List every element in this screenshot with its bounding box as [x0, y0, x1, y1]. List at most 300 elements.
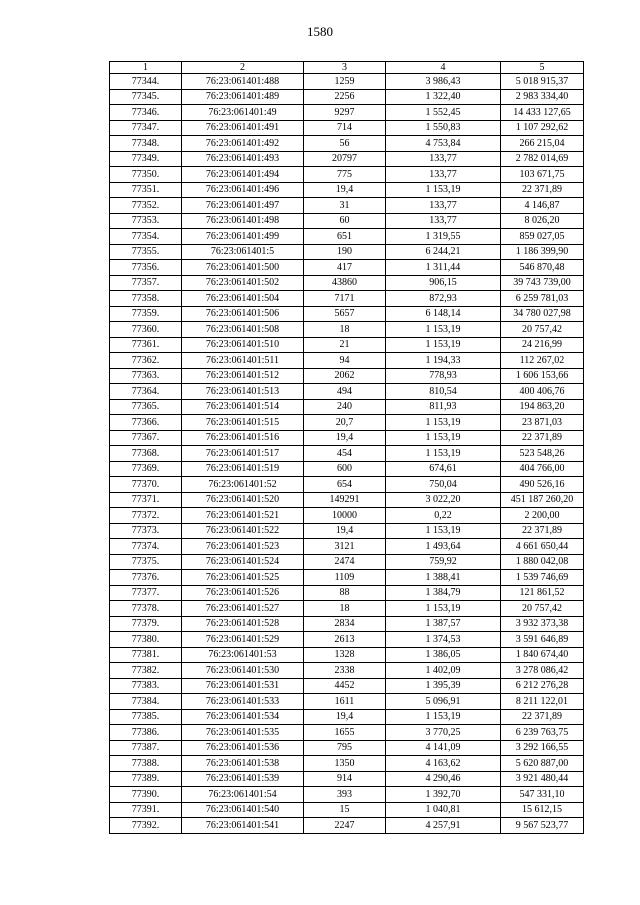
cadastral-value-cell: 20 757,42: [501, 601, 584, 617]
cadastral-number-cell: 76:23:061401:502: [182, 275, 304, 291]
table-row: [110, 678, 584, 694]
table-row: [110, 570, 584, 586]
cadastral-number-cell: 76:23:061401:527: [182, 601, 304, 617]
area-cell: 149291: [304, 492, 386, 508]
specific-value-cell: 1 387,57: [386, 616, 501, 632]
area-cell: 15: [304, 802, 386, 818]
area-cell: 20,7: [304, 415, 386, 431]
cadastral-value-cell: 23 871,03: [501, 415, 584, 431]
row-number-cell: 77390.: [110, 787, 182, 803]
row-number-cell: 77387.: [110, 740, 182, 756]
specific-value-cell: 1 493,64: [386, 539, 501, 555]
table-row: [110, 446, 584, 462]
cadastral-number-cell: 76:23:061401:520: [182, 492, 304, 508]
area-cell: 190: [304, 244, 386, 260]
specific-value-cell: 1 153,19: [386, 446, 501, 462]
row-number-cell: 77357.: [110, 275, 182, 291]
cadastral-value-cell: 2 200,00: [501, 508, 584, 524]
area-cell: 1655: [304, 725, 386, 741]
area-cell: 21: [304, 337, 386, 353]
row-number-cell: 77369.: [110, 461, 182, 477]
cadastral-value-cell: 112 267,02: [501, 353, 584, 369]
area-cell: 494: [304, 384, 386, 400]
cadastral-value-cell: 20 757,42: [501, 322, 584, 338]
specific-value-cell: 1 319,55: [386, 229, 501, 245]
table-row: [110, 229, 584, 245]
area-cell: 2613: [304, 632, 386, 648]
cadastral-value-cell: 103 671,75: [501, 167, 584, 183]
row-number-cell: 77374.: [110, 539, 182, 555]
cadastral-value-cell: 5 620 887,00: [501, 756, 584, 772]
row-number-cell: 77367.: [110, 430, 182, 446]
cadastral-number-cell: 76:23:061401:515: [182, 415, 304, 431]
page-number: 1580: [307, 24, 333, 39]
table-row: [110, 89, 584, 105]
cadastral-number-cell: 76:23:061401:488: [182, 74, 304, 90]
cadastral-value-cell: 3 278 086,42: [501, 663, 584, 679]
cadastral-value-cell: 1 107 292,62: [501, 120, 584, 136]
table-header: [110, 62, 584, 74]
row-number-cell: 77350.: [110, 167, 182, 183]
cadastral-value-cell: 6 212 276,28: [501, 678, 584, 694]
specific-value-cell: 1 153,19: [386, 709, 501, 725]
specific-value-cell: 1 311,44: [386, 260, 501, 276]
cadastral-value-cell: 1 840 674,40: [501, 647, 584, 663]
row-number-cell: 77372.: [110, 508, 182, 524]
area-cell: 60: [304, 213, 386, 229]
specific-value-cell: 5 096,91: [386, 694, 501, 710]
area-cell: 19,4: [304, 430, 386, 446]
row-number-cell: 77358.: [110, 291, 182, 307]
area-cell: 2256: [304, 89, 386, 105]
specific-value-cell: 3 986,43: [386, 74, 501, 90]
area-cell: 914: [304, 771, 386, 787]
row-number-cell: 77349.: [110, 151, 182, 167]
cadastral-number-cell: 76:23:061401:517: [182, 446, 304, 462]
cadastral-value-cell: 490 526,16: [501, 477, 584, 493]
table-body: [110, 74, 584, 834]
specific-value-cell: 4 290,46: [386, 771, 501, 787]
row-number-cell: 77377.: [110, 585, 182, 601]
cadastral-number-cell: 76:23:061401:538: [182, 756, 304, 772]
specific-value-cell: 1 322,40: [386, 89, 501, 105]
table-row: [110, 384, 584, 400]
table-row: [110, 213, 584, 229]
cadastral-value-cell: 8 026,20: [501, 213, 584, 229]
column-header: 1: [110, 62, 182, 74]
area-cell: 240: [304, 399, 386, 415]
area-cell: 19,4: [304, 182, 386, 198]
table-row: [110, 151, 584, 167]
area-cell: 18: [304, 601, 386, 617]
cadastral-number-cell: 76:23:061401:492: [182, 136, 304, 152]
area-cell: 1328: [304, 647, 386, 663]
specific-value-cell: 906,15: [386, 275, 501, 291]
area-cell: 18: [304, 322, 386, 338]
specific-value-cell: 1 153,19: [386, 430, 501, 446]
table-row: [110, 136, 584, 152]
table-row: [110, 430, 584, 446]
cadastral-value-cell: 8 211 122,01: [501, 694, 584, 710]
cadastral-value-cell: 1 880 042,08: [501, 554, 584, 570]
table-row: [110, 399, 584, 415]
column-header: 2: [182, 62, 304, 74]
cadastral-value-cell: 3 292 166,55: [501, 740, 584, 756]
row-number-cell: 77384.: [110, 694, 182, 710]
cadastral-value-cell: 5 018 915,37: [501, 74, 584, 90]
area-cell: 19,4: [304, 709, 386, 725]
table-row: [110, 818, 584, 834]
row-number-cell: 77352.: [110, 198, 182, 214]
area-cell: 19,4: [304, 523, 386, 539]
row-number-cell: 77348.: [110, 136, 182, 152]
specific-value-cell: 133,77: [386, 198, 501, 214]
row-number-cell: 77380.: [110, 632, 182, 648]
cadastral-number-cell: 76:23:061401:525: [182, 570, 304, 586]
row-number-cell: 77383.: [110, 678, 182, 694]
area-cell: 31: [304, 198, 386, 214]
cadastral-value-cell: 404 766,00: [501, 461, 584, 477]
cadastral-value-cell: 859 027,05: [501, 229, 584, 245]
column-header: 3: [304, 62, 386, 74]
specific-value-cell: 1 388,41: [386, 570, 501, 586]
cadastral-value-cell: 6 259 781,03: [501, 291, 584, 307]
cadastral-number-cell: 76:23:061401:489: [182, 89, 304, 105]
area-cell: 5657: [304, 306, 386, 322]
area-cell: 1611: [304, 694, 386, 710]
area-cell: 1350: [304, 756, 386, 772]
table-row: [110, 477, 584, 493]
cadastral-number-cell: 76:23:061401:497: [182, 198, 304, 214]
cadastral-number-cell: 76:23:061401:516: [182, 430, 304, 446]
cadastral-number-cell: 76:23:061401:496: [182, 182, 304, 198]
cadastral-value-cell: 523 548,26: [501, 446, 584, 462]
area-cell: 3121: [304, 539, 386, 555]
cadastral-number-cell: 76:23:061401:498: [182, 213, 304, 229]
cadastral-number-cell: 76:23:061401:522: [182, 523, 304, 539]
column-header: 5: [501, 62, 584, 74]
cadastral-number-cell: 76:23:061401:536: [182, 740, 304, 756]
table-row: [110, 585, 584, 601]
area-cell: 795: [304, 740, 386, 756]
area-cell: 88: [304, 585, 386, 601]
row-number-cell: 77346.: [110, 105, 182, 121]
specific-value-cell: 4 141,09: [386, 740, 501, 756]
area-cell: 94: [304, 353, 386, 369]
cadastral-number-cell: 76:23:061401:514: [182, 399, 304, 415]
cadastral-value-cell: 34 780 027,98: [501, 306, 584, 322]
specific-value-cell: 1 392,70: [386, 787, 501, 803]
table-row: [110, 725, 584, 741]
area-cell: 1109: [304, 570, 386, 586]
row-number-cell: 77385.: [110, 709, 182, 725]
specific-value-cell: 811,93: [386, 399, 501, 415]
specific-value-cell: 1 153,19: [386, 322, 501, 338]
specific-value-cell: 133,77: [386, 151, 501, 167]
cadastral-value-cell: 3 932 373,38: [501, 616, 584, 632]
table-row: [110, 554, 584, 570]
specific-value-cell: 6 244,21: [386, 244, 501, 260]
row-number-cell: 77375.: [110, 554, 182, 570]
cadastral-number-cell: 76:23:061401:535: [182, 725, 304, 741]
row-number-cell: 77391.: [110, 802, 182, 818]
specific-value-cell: 1 552,45: [386, 105, 501, 121]
row-number-cell: 77370.: [110, 477, 182, 493]
cadastral-value-cell: 9 567 523,77: [501, 818, 584, 834]
table-row: [110, 787, 584, 803]
area-cell: 393: [304, 787, 386, 803]
table-row: [110, 74, 584, 90]
row-number-cell: 77356.: [110, 260, 182, 276]
cadastral-number-cell: 76:23:061401:539: [182, 771, 304, 787]
area-cell: 454: [304, 446, 386, 462]
area-cell: 2338: [304, 663, 386, 679]
cadastral-number-cell: 76:23:061401:5: [182, 244, 304, 260]
cadastral-value-cell: 3 921 480,44: [501, 771, 584, 787]
table-row: [110, 771, 584, 787]
cadastral-value-cell: 121 861,52: [501, 585, 584, 601]
table-row: [110, 508, 584, 524]
cadastral-value-cell: 1 606 153,66: [501, 368, 584, 384]
specific-value-cell: 674,61: [386, 461, 501, 477]
cadastral-number-cell: 76:23:061401:541: [182, 818, 304, 834]
cadastral-number-cell: 76:23:061401:508: [182, 322, 304, 338]
cadastral-number-cell: 76:23:061401:506: [182, 306, 304, 322]
cadastral-value-cell: 547 331,10: [501, 787, 584, 803]
area-cell: 56: [304, 136, 386, 152]
row-number-cell: 77353.: [110, 213, 182, 229]
area-cell: 9297: [304, 105, 386, 121]
specific-value-cell: 1 395,39: [386, 678, 501, 694]
table-row: [110, 539, 584, 555]
cadastral-number-cell: 76:23:061401:500: [182, 260, 304, 276]
cadastral-value-cell: 3 591 646,89: [501, 632, 584, 648]
area-cell: 43860: [304, 275, 386, 291]
cadastral-number-cell: 76:23:061401:531: [182, 678, 304, 694]
specific-value-cell: 3 770,25: [386, 725, 501, 741]
table-row: [110, 663, 584, 679]
row-number-cell: 77355.: [110, 244, 182, 260]
table-row: [110, 182, 584, 198]
cadastral-number-cell: 76:23:061401:540: [182, 802, 304, 818]
specific-value-cell: 750,04: [386, 477, 501, 493]
cadastral-number-cell: 76:23:061401:493: [182, 151, 304, 167]
cadastral-number-cell: 76:23:061401:54: [182, 787, 304, 803]
table-row: [110, 275, 584, 291]
row-number-cell: 77389.: [110, 771, 182, 787]
area-cell: 417: [304, 260, 386, 276]
row-number-cell: 77379.: [110, 616, 182, 632]
row-number-cell: 77371.: [110, 492, 182, 508]
cadastral-number-cell: 76:23:061401:513: [182, 384, 304, 400]
specific-value-cell: 133,77: [386, 213, 501, 229]
cadastral-value-cell: 22 371,89: [501, 709, 584, 725]
cadastral-number-cell: 76:23:061401:521: [182, 508, 304, 524]
area-cell: 4452: [304, 678, 386, 694]
row-number-cell: 77378.: [110, 601, 182, 617]
cadastral-value-cell: 6 239 763,75: [501, 725, 584, 741]
row-number-cell: 77373.: [110, 523, 182, 539]
cadastral-value-cell: 194 863,20: [501, 399, 584, 415]
row-number-cell: 77351.: [110, 182, 182, 198]
row-number-cell: 77344.: [110, 74, 182, 90]
row-number-cell: 77386.: [110, 725, 182, 741]
header-row: [110, 62, 584, 74]
cadastral-number-cell: 76:23:061401:504: [182, 291, 304, 307]
row-number-cell: 77345.: [110, 89, 182, 105]
table-row: [110, 694, 584, 710]
table-row: [110, 322, 584, 338]
specific-value-cell: 1 153,19: [386, 337, 501, 353]
row-number-cell: 77388.: [110, 756, 182, 772]
specific-value-cell: 1 402,09: [386, 663, 501, 679]
specific-value-cell: 4 163,62: [386, 756, 501, 772]
area-cell: 2247: [304, 818, 386, 834]
table-row: [110, 461, 584, 477]
cadastral-value-cell: 266 215,04: [501, 136, 584, 152]
cadastral-value-cell: 2 983 334,40: [501, 89, 584, 105]
cadastral-value-cell: 22 371,89: [501, 182, 584, 198]
area-cell: 651: [304, 229, 386, 245]
specific-value-cell: 1 550,83: [386, 120, 501, 136]
specific-value-cell: 1 374,53: [386, 632, 501, 648]
row-number-cell: 77365.: [110, 399, 182, 415]
row-number-cell: 77362.: [110, 353, 182, 369]
table-row: [110, 244, 584, 260]
table-row: [110, 523, 584, 539]
table-row: [110, 601, 584, 617]
cadastral-number-cell: 76:23:061401:523: [182, 539, 304, 555]
table-row: [110, 105, 584, 121]
row-number-cell: 77347.: [110, 120, 182, 136]
table-row: [110, 802, 584, 818]
cadastral-number-cell: 76:23:061401:53: [182, 647, 304, 663]
cadastral-value-cell: 1 186 399,90: [501, 244, 584, 260]
cadastral-number-cell: 76:23:061401:491: [182, 120, 304, 136]
specific-value-cell: 1 384,79: [386, 585, 501, 601]
table-row: [110, 291, 584, 307]
cadastral-value-cell: 2 782 014,69: [501, 151, 584, 167]
area-cell: 654: [304, 477, 386, 493]
cadastral-value-cell: 4 661 650,44: [501, 539, 584, 555]
specific-value-cell: 872,93: [386, 291, 501, 307]
specific-value-cell: 1 153,19: [386, 601, 501, 617]
area-cell: 2474: [304, 554, 386, 570]
table-row: [110, 337, 584, 353]
table-row: [110, 756, 584, 772]
area-cell: 20797: [304, 151, 386, 167]
row-number-cell: 77366.: [110, 415, 182, 431]
cadastral-value-cell: 15 612,15: [501, 802, 584, 818]
specific-value-cell: 1 153,19: [386, 523, 501, 539]
cadastral-number-cell: 76:23:061401:534: [182, 709, 304, 725]
column-header: 4: [386, 62, 501, 74]
cadastral-value-cell: 24 216,99: [501, 337, 584, 353]
cadastral-value-cell: 451 187 260,20: [501, 492, 584, 508]
row-number-cell: 77363.: [110, 368, 182, 384]
specific-value-cell: 810,54: [386, 384, 501, 400]
area-cell: 2834: [304, 616, 386, 632]
specific-value-cell: 1 153,19: [386, 415, 501, 431]
row-number-cell: 77361.: [110, 337, 182, 353]
table-row: [110, 616, 584, 632]
cadastral-value-cell: 4 146,87: [501, 198, 584, 214]
specific-value-cell: 1 040,81: [386, 802, 501, 818]
specific-value-cell: 4 753,84: [386, 136, 501, 152]
cadastral-number-cell: 76:23:061401:52: [182, 477, 304, 493]
table-row: [110, 647, 584, 663]
specific-value-cell: 133,77: [386, 167, 501, 183]
cadastral-number-cell: 76:23:061401:494: [182, 167, 304, 183]
table-row: [110, 415, 584, 431]
row-number-cell: 77392.: [110, 818, 182, 834]
row-number-cell: 77359.: [110, 306, 182, 322]
cadastral-number-cell: 76:23:061401:524: [182, 554, 304, 570]
specific-value-cell: 3 022,20: [386, 492, 501, 508]
cadastral-number-cell: 76:23:061401:529: [182, 632, 304, 648]
table-row: [110, 167, 584, 183]
row-number-cell: 77360.: [110, 322, 182, 338]
cadastral-number-cell: 76:23:061401:533: [182, 694, 304, 710]
cadastral-value-cell: 14 433 127,65: [501, 105, 584, 121]
row-number-cell: 77364.: [110, 384, 182, 400]
row-number-cell: 77354.: [110, 229, 182, 245]
table-row: [110, 632, 584, 648]
area-cell: 1259: [304, 74, 386, 90]
row-number-cell: 77382.: [110, 663, 182, 679]
specific-value-cell: 759,92: [386, 554, 501, 570]
specific-value-cell: 1 194,33: [386, 353, 501, 369]
row-number-cell: 77368.: [110, 446, 182, 462]
area-cell: 600: [304, 461, 386, 477]
area-cell: 714: [304, 120, 386, 136]
table-row: [110, 198, 584, 214]
area-cell: 10000: [304, 508, 386, 524]
table-row: [110, 368, 584, 384]
area-cell: 7171: [304, 291, 386, 307]
cadastral-number-cell: 76:23:061401:511: [182, 353, 304, 369]
cadastral-value-cell: 39 743 739,00: [501, 275, 584, 291]
cadastral-number-cell: 76:23:061401:512: [182, 368, 304, 384]
cadastral-number-cell: 76:23:061401:499: [182, 229, 304, 245]
cadastral-number-cell: 76:23:061401:519: [182, 461, 304, 477]
table-row: [110, 709, 584, 725]
cadastral-value-cell: 22 371,89: [501, 430, 584, 446]
table-row: [110, 306, 584, 322]
cadastral-number-cell: 76:23:061401:49: [182, 105, 304, 121]
specific-value-cell: 1 386,05: [386, 647, 501, 663]
table-row: [110, 353, 584, 369]
cadastral-number-cell: 76:23:061401:510: [182, 337, 304, 353]
area-cell: 775: [304, 167, 386, 183]
area-cell: 2062: [304, 368, 386, 384]
table-row: [110, 120, 584, 136]
cadastral-value-cell: 22 371,89: [501, 523, 584, 539]
specific-value-cell: 778,93: [386, 368, 501, 384]
cadastral-number-cell: 76:23:061401:526: [182, 585, 304, 601]
specific-value-cell: 0,22: [386, 508, 501, 524]
table-row: [110, 260, 584, 276]
cadastral-value-cell: 546 870,48: [501, 260, 584, 276]
cadastral-number-cell: 76:23:061401:528: [182, 616, 304, 632]
cadastral-value-cell: 400 406,76: [501, 384, 584, 400]
specific-value-cell: 4 257,91: [386, 818, 501, 834]
table-row: [110, 492, 584, 508]
row-number-cell: 77376.: [110, 570, 182, 586]
cadastral-value-cell: 1 539 746,69: [501, 570, 584, 586]
cadastral-value-table: [109, 61, 584, 834]
specific-value-cell: 1 153,19: [386, 182, 501, 198]
